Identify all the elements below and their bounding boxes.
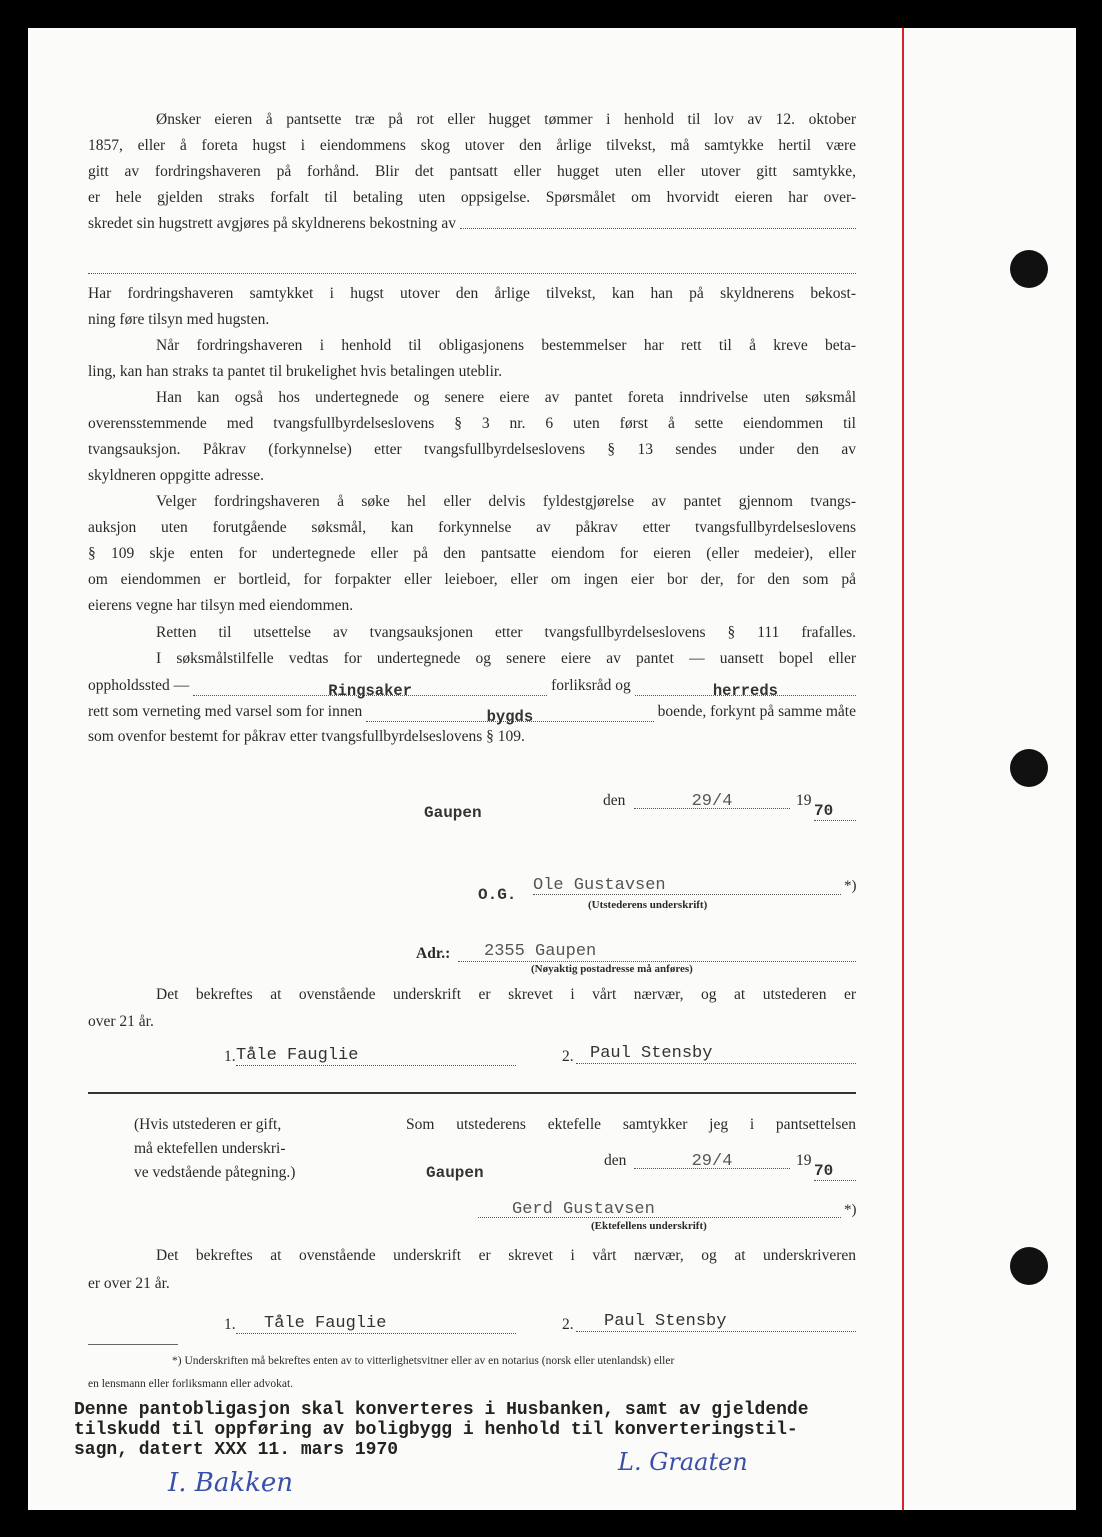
witness-signature: Paul Stensby [576, 1312, 856, 1332]
text-line: oppholdssted — [88, 677, 190, 694]
text-line: boende, forkynt på samme måte [657, 703, 856, 720]
punch-hole [1010, 250, 1048, 288]
year-prefix: 19 [796, 792, 812, 809]
blank-field [88, 253, 856, 274]
text-line: Har fordringshaveren samtykket i hugst utover den årlige tilvekst, kan han på skyldnerens bekost- [88, 285, 856, 302]
address-caption: (Nøyaktig postadresse må anføres) [531, 963, 693, 975]
footnote: *) Underskriften må bekreftes enten av to vitterlighetsvitner eller av en notarius (norsk eller utenlandsk) eller [172, 1355, 675, 1367]
witness-signature: Paul Stensby [576, 1044, 856, 1064]
punch-hole [1010, 749, 1048, 787]
spouse-note: må ektefellen underskri- [134, 1140, 286, 1157]
handwritten-signature: L. Graaten [618, 1448, 748, 1476]
witness-number: 2. [562, 1048, 574, 1065]
footnote-mark: *) [844, 878, 857, 894]
witness-number: 1. [224, 1048, 236, 1065]
typed-note: Denne pantobligasjon skal konverteres i Husbanken, samt av gjeldende [74, 1400, 809, 1420]
year-field: 70 [814, 802, 856, 821]
year-prefix: 19 [796, 1152, 812, 1169]
punch-hole [1010, 1247, 1048, 1285]
place-field: Ringsaker [328, 682, 413, 700]
blank-field [460, 214, 856, 229]
initials: O.G. [478, 886, 517, 904]
spouse-note: ve vedstående påtegning.) [134, 1164, 296, 1181]
area-field: bygds [486, 708, 534, 726]
spouse-note: (Hvis utstederen er gift, [134, 1116, 282, 1133]
text-line: Retten til utsettelse av tvangsauksjonen etter tvangsfullbyrdelseslovens § 111 frafalles. [156, 624, 856, 641]
witness-number: 1. [224, 1316, 236, 1333]
address-field: 2355 Gaupen [458, 942, 856, 962]
address-label: Adr.: [416, 945, 451, 962]
text-line: som ovenfor bestemt for påkrav etter tvangsfullbyrdelseslovens § 109. [88, 728, 525, 745]
signature-caption: (Ektefellens underskrift) [591, 1220, 707, 1232]
document-page [28, 28, 1076, 1510]
den-label: den [604, 1152, 627, 1169]
den-label: den [603, 792, 626, 809]
text-line: Det bekreftes at ovenstående underskrift er skrevet i vårt nærvær, og at underskriveren [156, 1247, 856, 1264]
footnote-mark: *) [844, 1202, 857, 1218]
text-line: er over 21 år. [88, 1275, 170, 1292]
footnote-rule [88, 1344, 178, 1345]
witness-signature: Tåle Fauglie [236, 1314, 516, 1334]
text-line: 1857, eller å foreta hugst i eiendommens skog utover den årlige tilvekst, må samtykke hertil være [88, 137, 856, 154]
text-line: Ønsker eieren å pantsette træ på rot eller hugget tømmer i henhold til lov av 12. oktober [156, 111, 856, 128]
year-field: 70 [814, 1162, 856, 1181]
typed-note: sagn, datert XXX 11. mars 1970 [74, 1440, 399, 1460]
text-line: gitt av fordringshaveren på forhånd. Blir det pantsatt eller hugget uten eller utover gitt samtykke, [88, 163, 856, 180]
text-line: skyldneren oppgitte adresse. [88, 467, 265, 484]
text-line: skredet sin hugstrett avgjøres på skyldnerens bekostning av [88, 215, 457, 232]
text-line: ning føre tilsyn med hugsten. [88, 311, 270, 328]
divider [88, 1092, 856, 1094]
issuer-signature: Ole Gustavsen [533, 876, 841, 895]
text-line: I søksmålstilfelle vedtas for undertegnede og senere eiere av pantet — uansett bopel eller [156, 650, 856, 667]
margin-line [902, 28, 904, 1510]
text-line: Han kan også hos undertegnede og senere eiere av pantet foreta inndrivelse uten søksmål [156, 389, 856, 406]
text-line: ling, kan han straks ta pantet til brukelighet hvis betalingen uteblir. [88, 363, 503, 380]
typed-note: tilskudd til oppføring av boligbygg i henhold til konverteringstil- [74, 1420, 798, 1440]
text-line: om eiendommen er bortleid, for forpakter eller leieboer, eller om ingen eier bor der, for den som på [88, 571, 856, 588]
text-line: forliksråd og [551, 677, 631, 694]
text-line: Det bekreftes at ovenstående underskrift er skrevet i vårt nærvær, og at utstederen er [156, 986, 856, 1003]
date-field: 29/4 [634, 792, 790, 809]
court-field: herreds [712, 682, 778, 700]
witness-number: 2. [562, 1316, 574, 1333]
witness-signature: Tåle Fauglie [236, 1046, 516, 1066]
place-field: Gaupen [424, 804, 482, 822]
spouse-signature: Gerd Gustavsen [478, 1200, 841, 1218]
text-line: overensstemmende med tvangsfullbyrdelseslovens § 3 nr. 6 uten først å sette eiendommen til [88, 415, 856, 432]
text-line: Når fordringshaveren i henhold til obligasjonens bestemmelser har rett til å kreve beta- [156, 337, 856, 354]
place-field: Gaupen [426, 1164, 484, 1182]
text-line: eierens vegne har tilsyn med eiendommen. [88, 597, 354, 614]
text-line: over 21 år. [88, 1013, 154, 1030]
text-line: rett som verneting med varsel som for innen [88, 703, 363, 720]
text-line: Velger fordringshaveren å søke hel eller delvis fyldestgjørelse av pantet gjennom tvangs- [156, 493, 856, 510]
text-line: er hele gjelden straks forfalt til betaling uten oppsigelse. Spørsmålet om hvorvidt eieren har over- [88, 189, 856, 206]
signature-caption: (Utstederens underskrift) [588, 899, 708, 911]
footnote: en lensmann eller forliksmann eller advokat. [88, 1378, 294, 1390]
handwritten-signature: I. Bakken [168, 1468, 294, 1498]
spouse-consent-text: Som utstederens ektefelle samtykker jeg i pantsettelsen [406, 1116, 856, 1133]
text-line: auksjon uten forutgående søksmål, kan forkynnelse av påkrav etter tvangsfullbyrdelseslovens [88, 519, 856, 536]
date-field: 29/4 [634, 1152, 790, 1169]
text-line: § 109 skje enten for undertegnede eller på den pantsatte eiendom for eieren (eller medeier), eller [88, 545, 856, 562]
text-line: tvangsauksjon. Påkrav (forkynnelse) etter tvangsfullbyrdelseslovens § 13 sendes under den av [88, 441, 856, 458]
